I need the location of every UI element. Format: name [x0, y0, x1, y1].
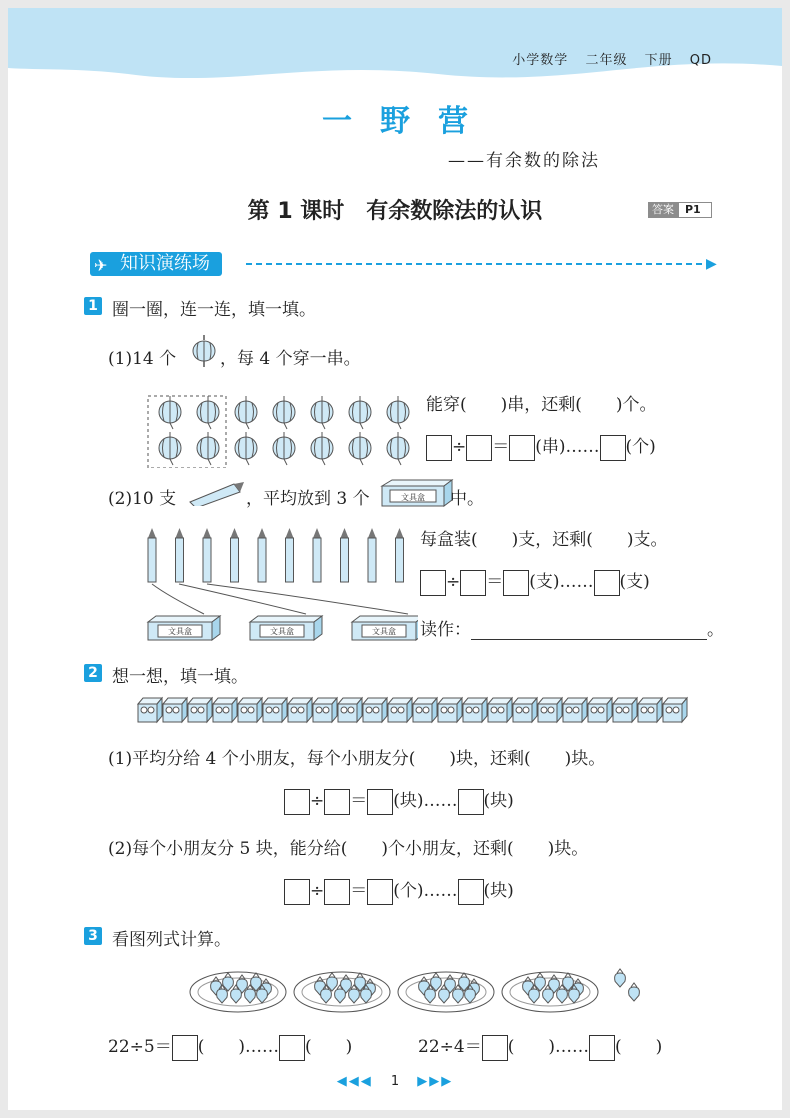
equals-sign: ＝: [350, 791, 368, 811]
answer-box[interactable]: [589, 1035, 615, 1061]
unit-blank[interactable]: ( ): [614, 1037, 663, 1057]
answer-box[interactable]: [367, 789, 393, 815]
q2-part1-text: (1)平均分给 4 个小朋友，每个小朋友分( )块，还剩( )块。: [108, 749, 606, 769]
subject-label: 小学数学: [512, 53, 569, 68]
block-icon: [488, 698, 512, 722]
unit-subtitle: ——有余数的除法: [448, 151, 600, 171]
block-icon: [538, 698, 562, 722]
lantern-icon: [197, 396, 219, 429]
lantern-icon: [387, 432, 409, 465]
strawberry-icon: [615, 969, 626, 987]
header-wave: [8, 8, 782, 88]
strawberry-plates: [184, 958, 644, 1016]
block-icon: [513, 698, 537, 722]
grade-label: 二年级: [585, 53, 628, 68]
answer-box[interactable]: [600, 435, 626, 461]
question-number: 2: [84, 664, 102, 682]
unit-label: (个): [625, 437, 656, 457]
svg-text:文具盒: 文具盒: [270, 627, 294, 636]
lantern-icon: [387, 396, 409, 429]
pencil-icon: [148, 528, 156, 582]
block-icon: [188, 698, 212, 722]
answer-box[interactable]: [503, 570, 529, 596]
expression: 22÷5＝: [108, 1037, 172, 1057]
unit-label: (个)……: [393, 881, 458, 901]
next-arrows-icon: ▶▶▶: [417, 1074, 454, 1089]
blocks-row: [136, 696, 696, 726]
lantern-icon: [190, 335, 218, 367]
pencil-icon: [286, 528, 294, 582]
svg-text:文具盒: 文具盒: [372, 627, 396, 636]
answer-box[interactable]: [284, 879, 310, 905]
block-icon: [438, 698, 462, 722]
answer-box[interactable]: [172, 1035, 198, 1061]
pencil-case-icon: [250, 616, 322, 640]
pencil-icon: [176, 528, 184, 582]
svg-text:文具盒: 文具盒: [401, 493, 425, 502]
answer-box[interactable]: [420, 570, 446, 596]
section-label: 知识演练场: [120, 253, 210, 274]
equals-sign: ＝: [350, 881, 368, 901]
q1-part2-fill: 每盒装( )支，还剩( )支。: [420, 530, 668, 550]
block-icon: [663, 698, 687, 722]
pencil-icon: [231, 528, 239, 582]
unit-label: (支): [619, 572, 650, 592]
lantern-icon: [235, 432, 257, 465]
equals-sign: ＝: [486, 572, 504, 592]
period: 。: [707, 620, 724, 640]
question-prompt: 看图列式计算。: [112, 930, 231, 950]
answer-label: 答案: [648, 202, 678, 218]
lantern-icon: [159, 432, 181, 465]
lantern-icon: [273, 432, 295, 465]
q1-part1-fill: 能穿( )串，还剩( )个。: [426, 395, 657, 415]
lantern-icon: [159, 396, 181, 429]
answer-box[interactable]: [279, 1035, 305, 1061]
unit-label: (块): [483, 791, 514, 811]
answer-box[interactable]: [324, 879, 350, 905]
pencils-and-cases: [138, 528, 418, 646]
unit-label: (串)……: [535, 437, 600, 457]
pencil-icon: [186, 478, 244, 506]
block-icon: [238, 698, 262, 722]
equals-sign: ＝: [492, 437, 510, 457]
pencil-icon: [341, 528, 349, 582]
block-icon: [388, 698, 412, 722]
q1-part1-lead: (1)14 个: [108, 349, 177, 369]
pencil-icon: [313, 528, 321, 582]
answer-box[interactable]: [482, 1035, 508, 1061]
svg-text:文具盒: 文具盒: [168, 627, 192, 636]
question-number: 1: [84, 297, 102, 315]
lantern-grid: [140, 388, 410, 468]
q1-part2-mid: ，平均放到 3 个: [246, 489, 370, 509]
unit-label: (支)……: [529, 572, 594, 592]
pencil-case-icon: [378, 478, 454, 508]
q2-part2-text: (2)每个小朋友分 5 块，能分给( )个小朋友，还剩( )块。: [108, 839, 589, 859]
div-sign: ÷: [446, 572, 461, 592]
unit-label: (块)……: [393, 791, 458, 811]
block-icon: [413, 698, 437, 722]
page-number: 1: [390, 1074, 400, 1089]
pencil-icon: [203, 528, 211, 582]
edition-label: QD: [689, 53, 712, 68]
worksheet-page: [8, 8, 782, 1110]
question-number: 3: [84, 927, 102, 945]
block-icon: [313, 698, 337, 722]
unit-label: (块): [483, 881, 514, 901]
q1-part1-tail: ，每 4 个穿一串。: [220, 349, 361, 369]
section-divider: [246, 263, 712, 265]
lantern-icon: [273, 396, 295, 429]
block-icon: [163, 698, 187, 722]
expression: 22÷4＝: [418, 1037, 482, 1057]
volume-label: 下册: [644, 53, 673, 68]
answer-box[interactable]: [509, 435, 535, 461]
block-icon: [563, 698, 587, 722]
section-banner: [90, 252, 222, 276]
lesson-title: 第 1 课时 有余数除法的认识: [247, 199, 543, 224]
block-icon: [613, 698, 637, 722]
read-as-blank[interactable]: [471, 624, 707, 640]
strawberry-icon: [629, 983, 640, 1001]
block-icon: [463, 698, 487, 722]
div-sign: ÷: [452, 437, 467, 457]
lantern-icon: [311, 432, 333, 465]
prev-arrows-icon: ◀◀◀: [336, 1074, 373, 1089]
answer-tag[interactable]: [648, 202, 712, 218]
question-prompt: 圈一圈，连一连，填一填。: [112, 300, 316, 320]
block-icon: [638, 698, 662, 722]
question-prompt: 想一想，填一填。: [112, 667, 248, 687]
unit-blank[interactable]: ( )……: [197, 1037, 279, 1057]
q1-part1-equation: [426, 432, 656, 461]
block-icon: [138, 698, 162, 722]
pencil-icon: [258, 528, 266, 582]
answer-page: P1: [678, 202, 712, 218]
block-icon: [363, 698, 387, 722]
q3-equation-2: [418, 1032, 662, 1061]
pencil-case-icon: [352, 616, 418, 640]
div-sign: ÷: [310, 881, 325, 901]
answer-box[interactable]: [466, 435, 492, 461]
answer-box[interactable]: [458, 879, 484, 905]
answer-box[interactable]: [284, 789, 310, 815]
pencil-icon: [396, 528, 404, 582]
block-icon: [213, 698, 237, 722]
block-icon: [263, 698, 287, 722]
answer-box[interactable]: [458, 789, 484, 815]
page-footer: [8, 1074, 782, 1089]
answer-box[interactable]: [594, 570, 620, 596]
lantern-icon: [197, 432, 219, 465]
lantern-icon: [349, 396, 371, 429]
answer-box[interactable]: [426, 435, 452, 461]
block-icon: [338, 698, 362, 722]
q1-part2-equation: [420, 567, 650, 596]
q2-part1-equation: [284, 786, 514, 815]
header-meta: [500, 49, 712, 68]
lantern-icon: [349, 432, 371, 465]
q2-part2-equation: [284, 876, 514, 905]
pencil-icon: [368, 528, 376, 582]
answer-box[interactable]: [324, 789, 350, 815]
unit-title: 一野营: [322, 104, 496, 139]
q1-part2-tail: 中。: [450, 489, 484, 509]
practice-icon: ✈: [94, 256, 108, 275]
q1-part2-lead: (2)10 支: [108, 489, 177, 509]
block-icon: [288, 698, 312, 722]
q3-equation-1: [108, 1032, 352, 1061]
read-as-row: [420, 615, 724, 640]
unit-blank[interactable]: ( ): [304, 1037, 353, 1057]
pencil-case-icon: [148, 616, 220, 640]
div-sign: ÷: [310, 791, 325, 811]
answer-box[interactable]: [460, 570, 486, 596]
divider-arrow-icon: ▶: [706, 256, 717, 272]
block-icon: [588, 698, 612, 722]
lantern-icon: [311, 396, 333, 429]
connector-line: [152, 584, 204, 614]
lantern-icon: [235, 396, 257, 429]
connector-line: [207, 584, 408, 614]
read-as-label: 读作：: [420, 620, 471, 640]
unit-blank[interactable]: ( )……: [507, 1037, 589, 1057]
answer-box[interactable]: [367, 879, 393, 905]
